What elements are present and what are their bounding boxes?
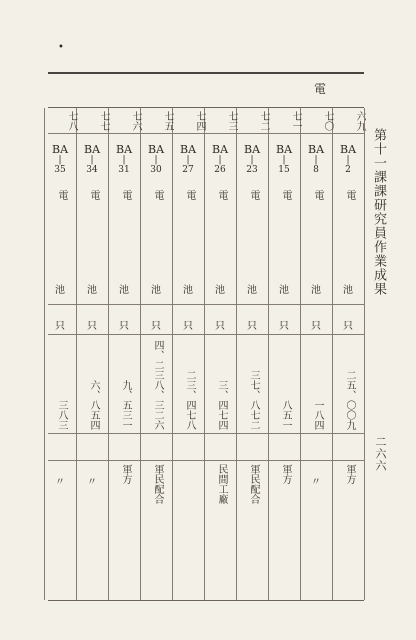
user-unit: 軍民配合 <box>152 464 163 504</box>
item-number: 七五 <box>162 111 173 131</box>
model-dash: | <box>90 155 94 165</box>
model-number: 2 <box>345 165 351 175</box>
quantity: 二三、四七八 <box>184 370 195 430</box>
model-number: 35 <box>54 165 66 175</box>
item-type: 電 <box>184 190 195 200</box>
model-prefix: BA <box>275 143 293 156</box>
user-unit: 軍方 <box>344 464 355 484</box>
model-code <box>268 144 300 175</box>
ditto-mark: 〃 <box>87 477 97 488</box>
model-dash: | <box>218 155 222 165</box>
unit: 只 <box>151 321 161 332</box>
model-dash: | <box>250 155 254 165</box>
model-number: 31 <box>118 165 130 175</box>
model-number: 23 <box>246 165 258 175</box>
quantity: 三七、八七二 <box>248 370 259 430</box>
column-divider <box>108 108 109 600</box>
item-type: 電 <box>56 190 67 200</box>
top-mark: • <box>58 42 64 53</box>
item-type: 電 <box>88 190 99 200</box>
model-prefix: BA <box>307 143 325 156</box>
model-number: 34 <box>86 165 98 175</box>
quantity: 三八三 <box>56 400 67 430</box>
model-number: 30 <box>150 165 162 175</box>
model-number: 26 <box>214 165 226 175</box>
model-code <box>44 144 76 175</box>
ditto-mark: 〃 <box>311 477 321 488</box>
user-unit: 軍民配合 <box>248 464 259 504</box>
unit: 只 <box>119 321 129 332</box>
user-unit: 民間工廠 <box>216 464 227 504</box>
column-divider <box>268 108 269 600</box>
model-number: 15 <box>278 165 290 175</box>
model-dash: | <box>58 155 62 165</box>
header-character: 電 <box>314 82 327 96</box>
item-type: 電 <box>312 190 323 200</box>
model-code <box>140 144 172 175</box>
quantity: 九、五三一 <box>120 380 131 430</box>
top-rule <box>48 72 364 74</box>
page-number: 二六六 <box>374 436 387 472</box>
quantity: 四、二三八、三二六 <box>152 340 163 430</box>
item-number: 六九 <box>354 111 365 131</box>
model-dash: | <box>314 155 318 165</box>
model-code <box>76 144 108 175</box>
row-divider <box>48 433 364 434</box>
item-number: 七六 <box>130 111 141 131</box>
quantity: 三、四七四 <box>216 380 227 430</box>
item-number: 七二 <box>258 111 269 131</box>
model-code <box>108 144 140 175</box>
model-prefix: BA <box>243 143 261 156</box>
model-prefix: BA <box>51 143 69 156</box>
column-divider <box>236 108 237 600</box>
column-divider <box>172 108 173 600</box>
quantity: 二五、〇〇九 <box>344 370 355 430</box>
item-number: 七七 <box>98 111 109 131</box>
item-type: 電 <box>152 190 163 200</box>
model-prefix: BA <box>147 143 165 156</box>
row-divider <box>48 460 364 461</box>
column-divider <box>332 108 333 600</box>
item-type-suffix: 池 <box>247 285 257 296</box>
model-prefix: BA <box>115 143 133 156</box>
item-type-suffix: 池 <box>151 285 161 296</box>
item-type: 電 <box>248 190 259 200</box>
model-dash: | <box>186 155 190 165</box>
quantity: 八五一 <box>280 400 291 430</box>
item-type: 電 <box>216 190 227 200</box>
item-type-suffix: 池 <box>119 285 129 296</box>
column-divider <box>44 108 45 600</box>
model-prefix: BA <box>179 143 197 156</box>
row-divider <box>48 304 364 305</box>
unit: 只 <box>247 321 257 332</box>
item-number: 七八 <box>66 111 77 131</box>
model-code <box>300 144 332 175</box>
item-type: 電 <box>120 190 131 200</box>
model-dash: | <box>154 155 158 165</box>
item-number: 七四 <box>194 111 205 131</box>
unit: 只 <box>87 321 97 332</box>
user-unit: 軍方 <box>280 464 291 484</box>
item-number: 七〇 <box>322 111 333 131</box>
item-type-suffix: 池 <box>311 285 321 296</box>
model-number: 8 <box>313 165 319 175</box>
model-dash: | <box>282 155 286 165</box>
model-code <box>204 144 236 175</box>
unit: 只 <box>215 321 225 332</box>
model-prefix: BA <box>211 143 229 156</box>
item-type: 電 <box>280 190 291 200</box>
ditto-mark: 〃 <box>55 477 65 488</box>
quantity: 一八四 <box>312 400 323 430</box>
unit: 只 <box>55 321 65 332</box>
unit: 只 <box>343 321 353 332</box>
quantity: 六、八五四 <box>88 380 99 430</box>
model-dash: | <box>346 155 350 165</box>
model-dash: | <box>122 155 126 165</box>
unit: 只 <box>311 321 321 332</box>
column-divider <box>76 108 77 600</box>
item-type-suffix: 池 <box>183 285 193 296</box>
model-code <box>236 144 268 175</box>
column-divider <box>300 108 301 600</box>
unit: 只 <box>279 321 289 332</box>
item-number: 七三 <box>226 111 237 131</box>
row-divider <box>48 334 364 335</box>
item-type-suffix: 池 <box>343 285 353 296</box>
item-number: 七一 <box>290 111 301 131</box>
column-divider <box>364 108 365 600</box>
model-prefix: BA <box>339 143 357 156</box>
user-unit: 軍方 <box>120 464 131 484</box>
item-type-suffix: 池 <box>215 285 225 296</box>
item-type-suffix: 池 <box>87 285 97 296</box>
column-divider <box>140 108 141 600</box>
model-code <box>332 144 364 175</box>
row-divider <box>48 133 364 134</box>
model-number: 27 <box>182 165 194 175</box>
model-prefix: BA <box>83 143 101 156</box>
item-type: 電 <box>344 190 355 200</box>
data-table <box>48 107 364 601</box>
item-type-suffix: 池 <box>279 285 289 296</box>
model-code <box>172 144 204 175</box>
column-divider <box>204 108 205 600</box>
side-title: 第十一課課研究員作業成果 <box>371 128 386 296</box>
item-type-suffix: 池 <box>55 285 65 296</box>
unit: 只 <box>183 321 193 332</box>
